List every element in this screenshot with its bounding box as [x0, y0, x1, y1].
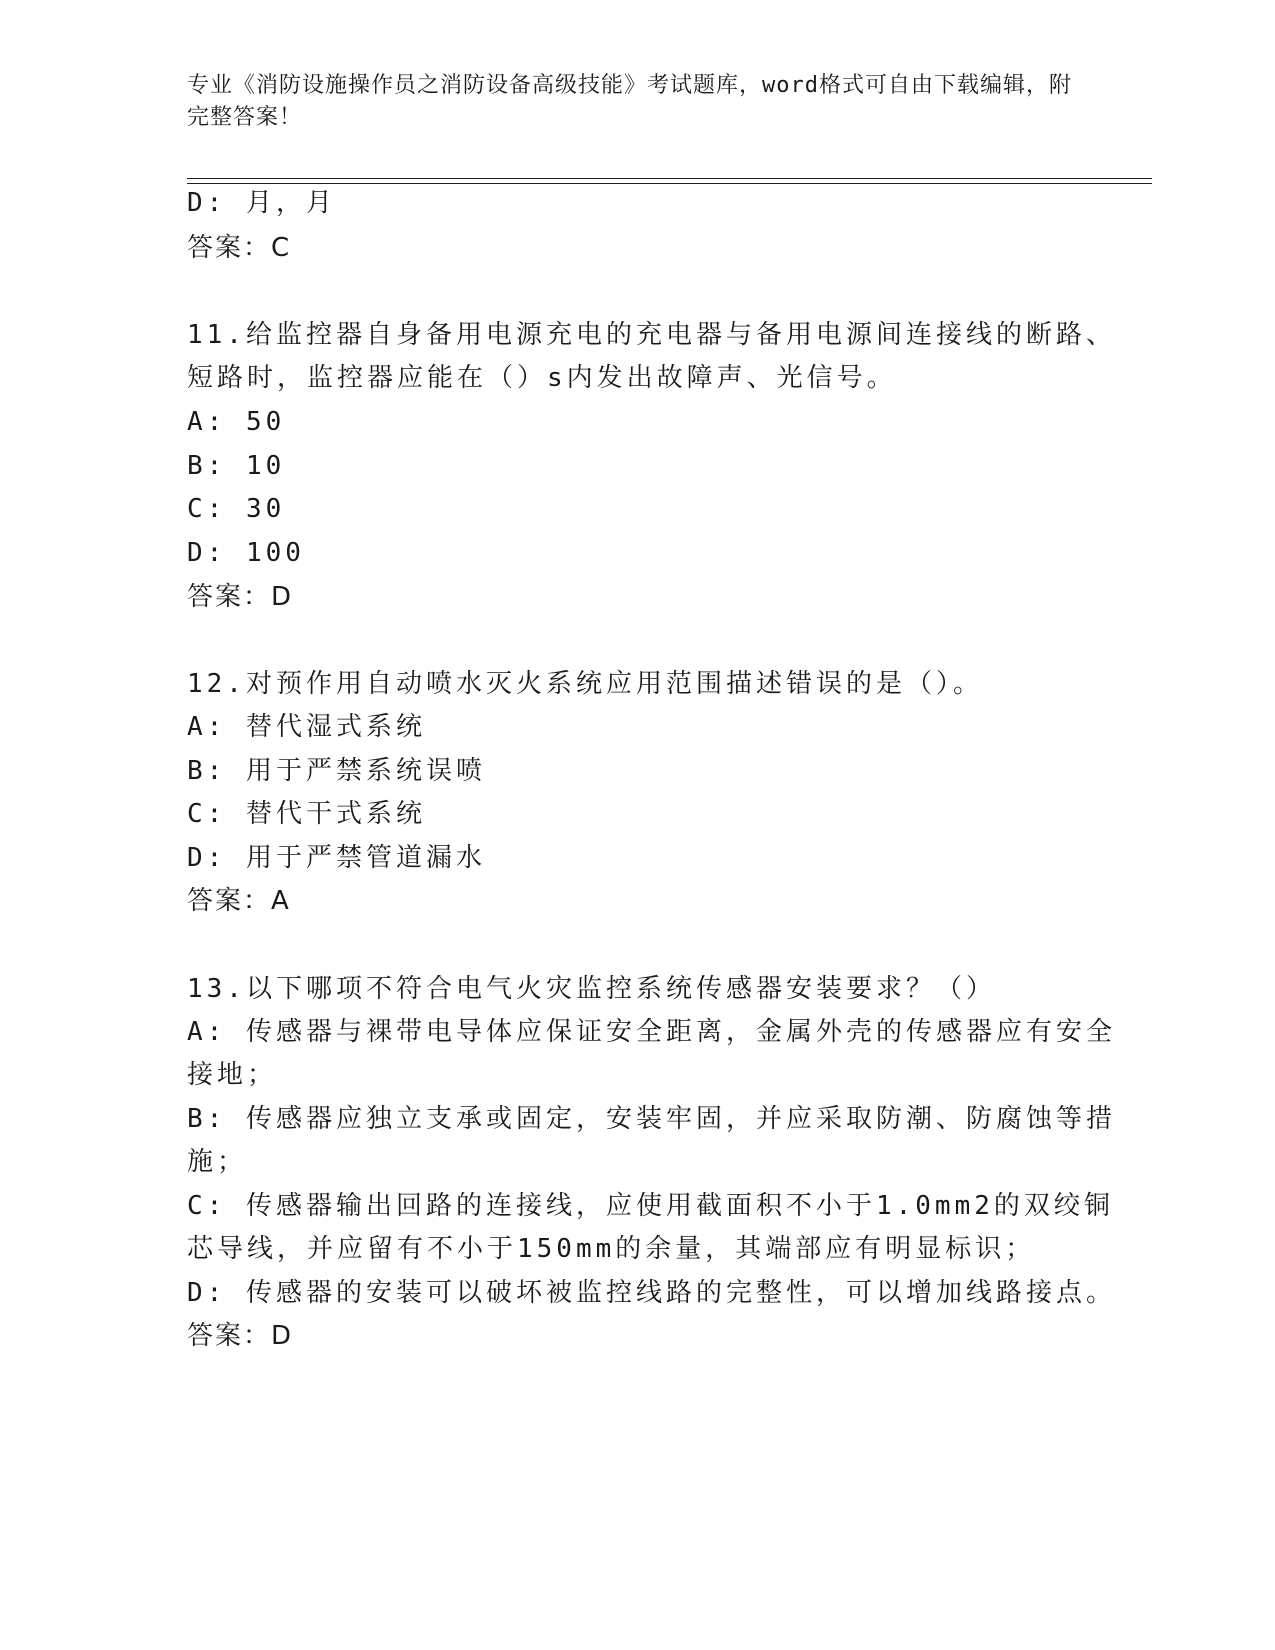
- question-11-option-d: D: 100: [187, 538, 305, 568]
- header-divider-bottom: [187, 183, 1152, 184]
- question-13-option-a-line-1: A: 传感器与裸带电导体应保证安全距离，金属外壳的传感器应有安全: [187, 1017, 1116, 1047]
- question-12-stem: 12.对预作用自动喷水灭火系统应用范围描述错误的是（）。: [187, 669, 983, 699]
- document-header: 专业《消防设施操作员之消防设备高级技能》考试题库，word格式可自由下载编辑，附完整答案！: [187, 73, 1072, 130]
- question-13-stem: 13.以下哪项不符合电气火灾监控系统传感器安装要求？（）: [187, 974, 996, 1004]
- question-13-option-a-line-2: 接地；: [187, 1060, 278, 1090]
- question-13-answer: 答案：D: [187, 1321, 294, 1351]
- question-11-option-c: C: 30: [187, 494, 286, 524]
- question-13-option-c-line-1: C: 传感器输出回路的连接线，应使用截面积不小于1.0mm2的双绞铜: [187, 1191, 1114, 1221]
- question-11-stem-line-1: 11.给监控器自身备用电源充电的充电器与备用电源间连接线的断路、: [187, 320, 1116, 350]
- question-11-option-b: B: 10: [187, 451, 286, 481]
- question-11-option-a: A: 50: [187, 407, 286, 437]
- question-13-option-b-line-2: 施；: [187, 1147, 248, 1177]
- header-divider-top: [187, 178, 1152, 179]
- option-d: D: 月，月: [187, 188, 336, 218]
- question-12-option-c: C: 替代干式系统: [187, 799, 426, 829]
- question-13-option-b-line-1: B: 传感器应独立支承或固定，安装牢固，并应采取防潮、防腐蚀等措: [187, 1104, 1116, 1134]
- question-12-option-d: D: 用于严禁管道漏水: [187, 843, 486, 873]
- question-11-stem-line-2: 短路时，监控器应能在（）s内发出故障声、光信号。: [187, 363, 897, 393]
- question-12-option-b: B: 用于严禁系统误喷: [187, 756, 486, 786]
- question-13-option-c-line-2: 芯导线，并应留有不小于150mm的余量，其端部应有明显标识；: [187, 1234, 1036, 1264]
- question-12-option-a: A: 替代湿式系统: [187, 712, 426, 742]
- question-11-answer: 答案：D: [187, 582, 294, 612]
- question-13-option-d: D: 传感器的安装可以破坏被监控线路的完整性，可以增加线路接点。: [187, 1278, 1116, 1308]
- question-12-answer: 答案：A: [187, 886, 291, 916]
- answer-line: 答案：C: [187, 233, 292, 263]
